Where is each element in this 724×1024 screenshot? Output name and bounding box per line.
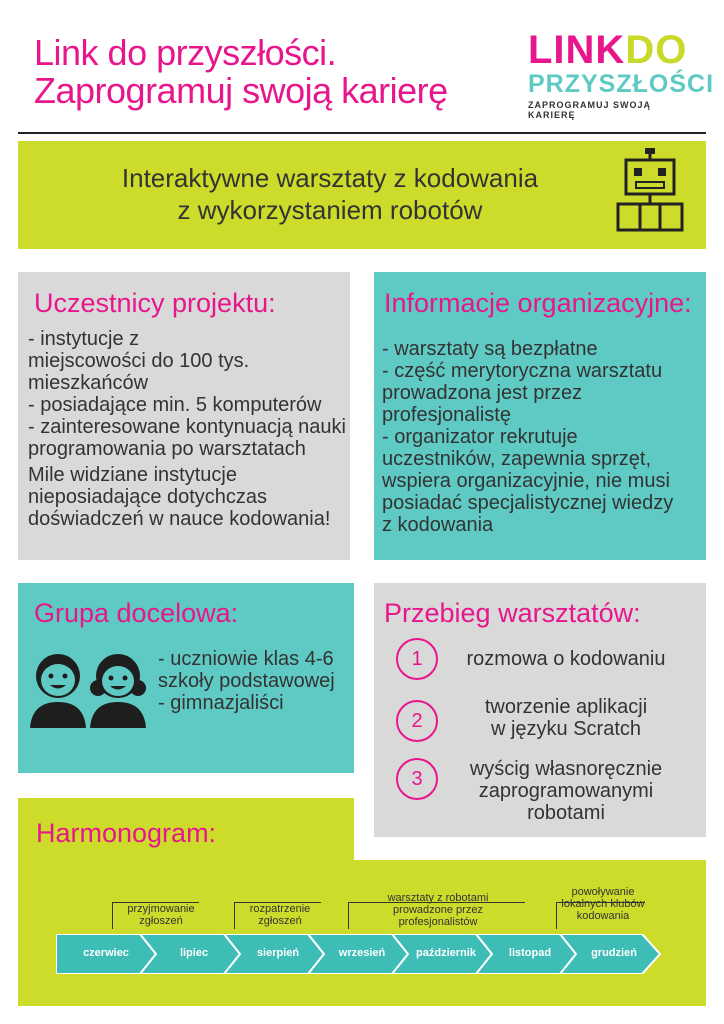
step-text-3 xyxy=(446,758,686,824)
step-number-3: 3 xyxy=(396,758,438,800)
schedule-box xyxy=(18,860,706,1006)
timeline-label-line: zgłoszeń xyxy=(258,915,302,927)
month-listopad: listopad xyxy=(508,947,552,959)
step-number-2: 2 xyxy=(396,700,438,742)
target-heading: Grupa docelowa: xyxy=(34,598,239,628)
month-lipiec: lipiec xyxy=(179,947,209,959)
participants-heading: Uczestnicy projektu: xyxy=(34,288,276,318)
participants-line: doświadczeń w nauce kodowania! xyxy=(28,508,331,530)
timeline-label-line: profesjonalistów xyxy=(398,916,478,928)
step-line: tworzenie aplikacji xyxy=(484,696,648,718)
title-line-2: Zaprogramuj swoją karierę xyxy=(34,70,448,111)
children-icon xyxy=(26,648,150,728)
month-czerwiec: czerwiec xyxy=(83,947,129,959)
organization-line: posiadać specjalistycznej wiedzy xyxy=(382,492,674,514)
timeline-label-1 xyxy=(108,903,214,927)
timeline-label-line: warsztaty z robotami xyxy=(387,892,489,904)
banner-line-1: Interaktywne warsztaty z kodowania xyxy=(121,163,539,193)
timeline-label-4 xyxy=(548,886,658,922)
course-heading: Przebieg warsztatów: xyxy=(384,598,641,628)
logo-word-link: LINK xyxy=(528,28,626,72)
banner-line-2: z wykorzystaniem robotów xyxy=(177,195,483,225)
participants-line: mieszkańców xyxy=(28,372,149,394)
participants-line: - posiadające min. 5 komputerów xyxy=(28,394,322,416)
participants-list xyxy=(28,328,348,530)
month-pazdziernik: październik xyxy=(416,947,476,959)
organization-heading: Informacje organizacyjne: xyxy=(384,288,692,318)
step-number-1: 1 xyxy=(396,638,438,680)
logo xyxy=(528,28,715,120)
step-line: w języku Scratch xyxy=(490,718,642,740)
logo-tagline: ZAPROGRAMUJ SWOJĄ KARIERĘ xyxy=(528,100,652,120)
organization-line: uczestników, zapewnia sprzęt, xyxy=(382,448,652,470)
logo-word-future: PRZYSZŁOŚCI xyxy=(528,70,715,98)
participants-line: miejscowości do 100 tys. xyxy=(28,350,250,372)
step-line: rozmowa o kodowaniu xyxy=(466,648,666,670)
target-list xyxy=(158,648,348,714)
target-line: - uczniowie klas 4-6 xyxy=(158,648,334,670)
participants-line: - instytucje z xyxy=(28,328,140,350)
banner-text xyxy=(60,162,600,226)
organization-line: - organizator rekrutuje xyxy=(382,426,578,448)
step-line: robotami xyxy=(527,802,605,824)
participants-line: nieposiadające dotychczas xyxy=(28,486,268,508)
participants-line: programowania po warsztatach xyxy=(28,438,306,460)
timeline-label-2 xyxy=(228,903,332,927)
timeline-label-line: prowadzone przez xyxy=(393,904,483,916)
timeline-label-line: przyjmowanie xyxy=(127,903,195,915)
organization-line: - część merytoryczna warsztatu xyxy=(382,360,663,382)
title-line-1: Link do przyszłości. xyxy=(34,32,337,73)
schedule-heading: Harmonogram: xyxy=(36,818,217,848)
timeline-label-line: zgłoszeń xyxy=(139,915,183,927)
organization-line: wspiera organizacyjnie, nie musi xyxy=(382,470,670,492)
robot-icon xyxy=(612,148,688,232)
month-sierpien: sierpień xyxy=(256,947,300,959)
page-title xyxy=(34,34,474,110)
organization-line: z kodowania xyxy=(382,514,494,536)
timeline-label-line: rozpatrzenie xyxy=(249,903,311,915)
timeline-label-3 xyxy=(368,892,508,928)
organization-line: profesjonalistę xyxy=(382,404,511,426)
participants-line: Mile widziane instytucje xyxy=(28,464,237,486)
timeline-label-line: powoływanie xyxy=(571,886,635,898)
organization-line: prowadzona jest przez xyxy=(382,382,583,404)
month-wrzesien: wrzesień xyxy=(338,947,386,959)
step-line: wyścig własnoręcznie xyxy=(469,758,663,780)
month-grudzien: grudzień xyxy=(591,947,637,959)
participants-line: - zainteresowane kontynuacją nauki xyxy=(28,416,346,438)
logo-word-do: DO xyxy=(625,28,688,72)
organization-list xyxy=(382,338,704,536)
target-line: - gimnazjaliści xyxy=(158,692,284,714)
timeline-label-line: lokalnych klubów xyxy=(561,898,645,910)
organization-line: - warsztaty są bezpłatne xyxy=(382,338,598,360)
step-line: zaprogramowanymi xyxy=(478,780,654,802)
header-divider xyxy=(18,132,706,134)
target-line: szkoły podstawowej xyxy=(158,670,335,692)
step-text-1 xyxy=(446,648,686,670)
timeline-label-line: kodowania xyxy=(576,910,630,922)
step-text-2 xyxy=(446,696,686,740)
